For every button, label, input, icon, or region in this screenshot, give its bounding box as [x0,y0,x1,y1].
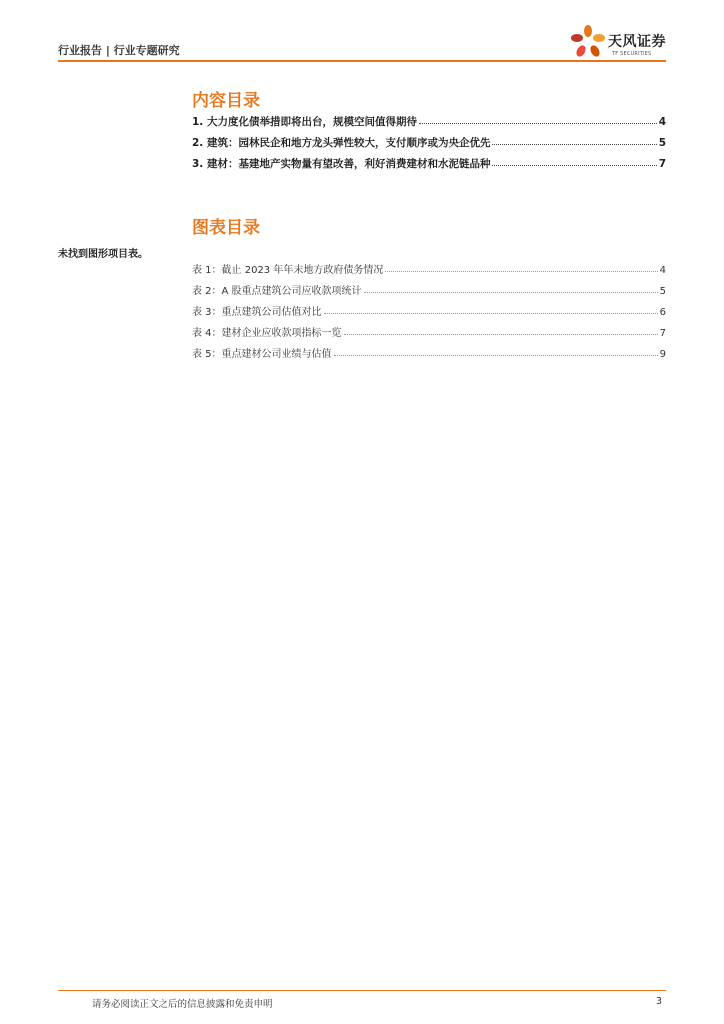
flower-logo-icon [568,22,608,60]
table-item[interactable] [192,303,666,324]
toc-list [192,114,666,177]
header-divider [58,60,666,62]
toc-item-label: 2. 建筑：园林民企和地方龙头弹性较大，支付顺序或为央企优先 [192,137,491,149]
toc-item[interactable] [192,114,666,135]
table-item-label: 表 4：建材企业应收款项指标一览 [192,328,342,339]
toc-title: 内容目录 [192,91,260,111]
no-figures-notice: 未找到图形项目表。 [58,249,148,260]
company-logo [568,22,668,60]
toc-item-label: 3. 建材：基建地产实物量有望改善，利好消费建材和水泥链品种 [192,158,491,170]
report-category: 行业报告 | 行业专题研究 [58,44,180,57]
figures-title: 图表目录 [192,218,260,238]
table-item-label: 表 5：重点建材公司业绩与估值 [192,349,332,360]
toc-item-page: 4 [658,116,666,128]
toc-item[interactable] [192,156,666,177]
page-number: 3 [656,996,663,1007]
table-item-label: 表 3：重点建筑公司估值对比 [192,307,322,318]
toc-leader-dots [385,262,657,272]
toc-leader-dots [334,346,658,356]
toc-item-label: 1. 大力度化债举措即将出台，规模空间值得期待 [192,116,417,128]
toc-leader-dots [344,325,658,335]
toc-item-page: 7 [658,158,666,170]
table-item-page: 9 [659,349,666,360]
toc-leader-dots [492,135,656,145]
table-item[interactable] [192,324,666,345]
toc-leader-dots [364,283,658,293]
toc-item-page: 5 [658,137,666,149]
footer-divider [58,990,666,991]
table-item-page: 5 [659,286,666,297]
table-item-page: 4 [659,265,666,276]
table-item-page: 7 [659,328,666,339]
table-item[interactable] [192,282,666,303]
table-item-page: 6 [659,307,666,318]
table-item-label: 表 1：截止 2023 年年末地方政府债务情况 [192,265,384,276]
toc-item[interactable] [192,135,666,156]
table-list [192,261,666,366]
table-item[interactable] [192,345,666,366]
logo-chinese-name: 天风证券 [608,34,666,50]
table-item-label: 表 2：A 股重点建筑公司应收款项统计 [192,286,362,297]
toc-leader-dots [419,114,657,124]
toc-leader-dots [492,156,656,166]
footer-disclaimer: 请务必阅读正文之后的信息披露和免责申明 [92,999,273,1010]
logo-english-name: TF SECURITIES [612,51,652,57]
table-item[interactable] [192,261,666,282]
toc-leader-dots [324,304,658,314]
